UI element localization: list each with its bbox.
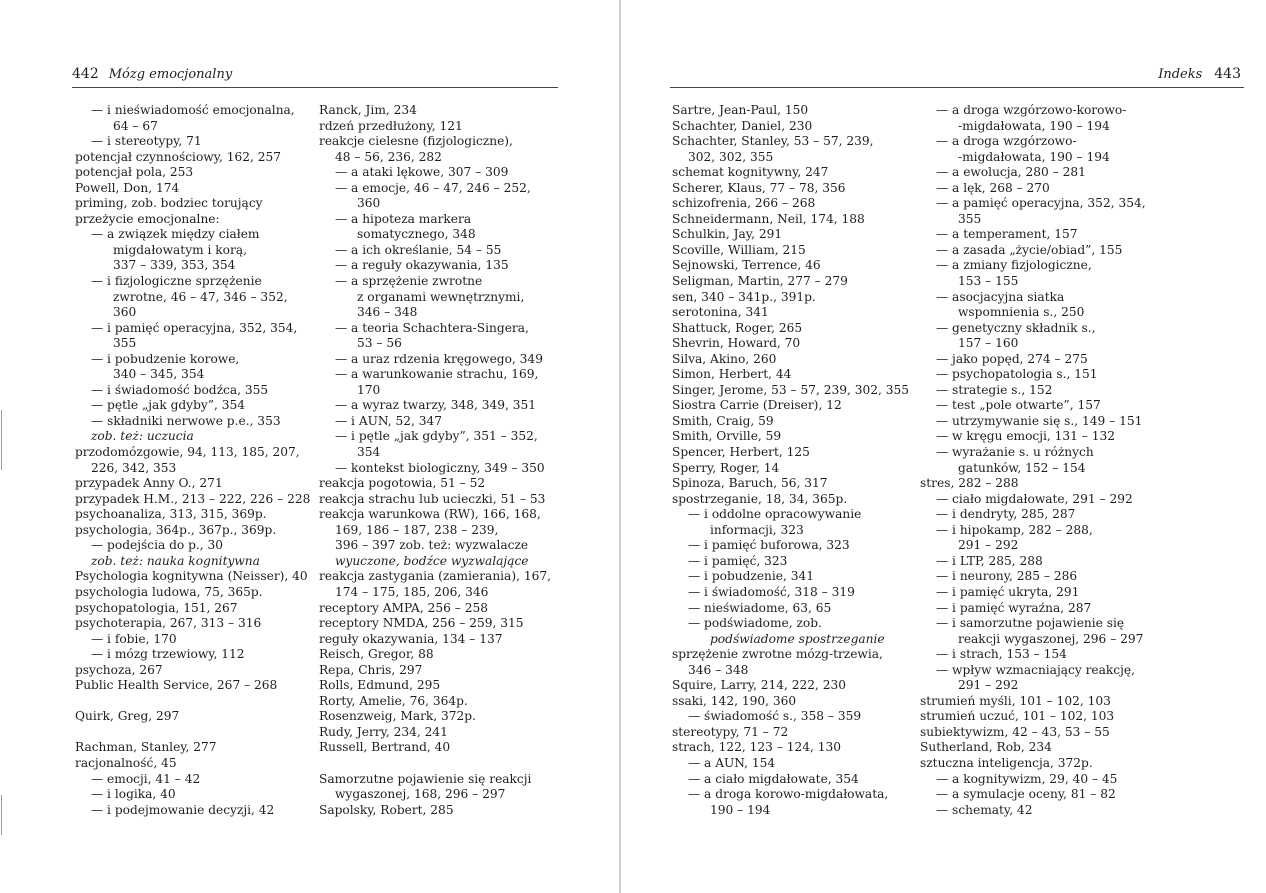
index-entry: — a hipoteza markera: [335, 211, 472, 226]
index-entry: psychoza, 267: [75, 662, 163, 677]
index-entry: wspomnienia s., 250: [958, 305, 1085, 320]
index-entry: — i hipokamp, 282 – 288,: [936, 522, 1093, 537]
index-entry: — i świadomość, 318 – 319: [688, 584, 855, 599]
index-entry: reakcji wygaszonej, 296 – 297: [958, 631, 1144, 646]
index-entry: 355: [113, 336, 137, 351]
index-entry: serotonina, 341: [672, 305, 769, 320]
index-entry: Scoville, William, 215: [672, 242, 806, 257]
index-entry: spostrzeganie, 18, 34, 365p.: [672, 491, 848, 506]
index-entry: gatunków, 152 – 154: [958, 460, 1086, 475]
index-entry: Public Health Service, 267 – 268: [75, 678, 278, 693]
index-entry: Psychologia kognitywna (Neisser), 40: [75, 569, 308, 584]
index-entry: — a warunkowanie strachu, 169,: [335, 367, 539, 382]
index-entry: sen, 340 – 341p., 391p.: [672, 289, 816, 304]
index-entry: reguły okazywania, 134 – 137: [319, 631, 503, 646]
index-entry: — i mózg trzewiowy, 112: [91, 647, 245, 662]
index-entry: 169, 186 – 187, 238 – 239,: [335, 522, 499, 537]
index-entry: — i logika, 40: [91, 787, 176, 802]
index-entry: — i fizjologiczne sprzężenie: [91, 274, 262, 289]
index-entry: podświadome spostrzeganie: [710, 631, 885, 646]
index-entry: reakcja pogotowia, 51 – 52: [319, 476, 486, 491]
index-entry: — a ciało migdałowate, 354: [688, 771, 859, 786]
index-entry: z organami wewnętrznymi,: [357, 289, 525, 304]
index-entry: 48 – 56, 236, 282: [335, 149, 442, 164]
index-entry: schizofrenia, 266 – 268: [672, 196, 816, 211]
index-entry: — i dendryty, 285, 287: [936, 507, 1076, 522]
index-entry: reakcje cielesne (fizjologiczne),: [319, 134, 513, 149]
index-entry: strumień uczuć, 101 – 102, 103: [920, 709, 1115, 724]
index-entry: — i stereotypy, 71: [91, 134, 202, 149]
index-entry: Powell, Don, 174: [75, 180, 180, 195]
index-entry: — podświadome, zob.: [688, 616, 822, 631]
index-entry: 153 – 155: [958, 274, 1019, 289]
index-entry: — a ich określanie, 54 – 55: [335, 242, 502, 257]
index-entry: — i podejmowanie decyzji, 42: [91, 802, 275, 817]
index-entry: psychologia ludowa, 75, 365p.: [75, 584, 263, 599]
index-entry: — i LTP, 285, 288: [936, 553, 1043, 568]
index-entry: Smith, Craig, 59: [672, 413, 774, 428]
index-entry: — genetyczny składnik s.,: [936, 320, 1096, 335]
index-entry: — i pobudzenie korowe,: [91, 351, 240, 366]
index-entry: strach, 122, 123 – 124, 130: [672, 740, 842, 755]
index-entry: — i pamięć operacyjna, 352, 354,: [91, 320, 298, 335]
index-entry: — a droga korowo-migdałowata,: [688, 787, 889, 802]
index-entry: — a ataki lękowe, 307 – 309: [335, 165, 509, 180]
index-column-right-2: [920, 103, 1146, 818]
index-entry: — i świadomość bodźca, 355: [91, 382, 269, 397]
letter-gap: [75, 725, 310, 741]
index-entry: Sutherland, Rob, 234: [920, 740, 1052, 755]
index-entry: — i neurony, 285 – 286: [936, 569, 1078, 584]
index-entry: — a związek między ciałem: [91, 227, 260, 242]
index-entry: 226, 342, 353: [91, 460, 177, 475]
index-entry: — a temperament, 157: [936, 227, 1078, 242]
index-entry: — a pamięć operacyjna, 352, 354,: [936, 196, 1146, 211]
index-entry: — a teoria Schachtera-Singera,: [335, 320, 529, 335]
index-entry: — psychopatologia s., 151: [936, 367, 1098, 382]
letter-gap: [75, 694, 310, 710]
index-entry: — wyrażanie s. u różnych: [936, 445, 1094, 460]
index-entry: receptory AMPA, 256 – 258: [319, 600, 488, 615]
index-entry: 360: [113, 305, 137, 320]
left-page: [0, 0, 618, 893]
index-entry: — a emocje, 46 – 47, 246 – 252,: [335, 180, 531, 195]
index-entry: strumień myśli, 101 – 102, 103: [920, 693, 1111, 708]
index-entry: Rudy, Jerry, 234, 241: [319, 724, 448, 739]
index-entry: — i pamięć ukryta, 291: [936, 584, 1080, 599]
index-entry: — podejścia do p., 30: [91, 538, 224, 553]
index-entry: — strategie s., 152: [936, 382, 1053, 397]
index-entry: — asocjacyjna siatka: [936, 289, 1065, 304]
index-entry: Rachman, Stanley, 277: [75, 740, 217, 755]
index-entry: 360: [357, 196, 381, 211]
index-entry: — świadomość s., 358 – 359: [688, 709, 862, 724]
index-entry: — a AUN, 154: [688, 755, 776, 770]
index-entry: 340 – 345, 354: [113, 367, 205, 382]
index-entry: — i pamięć wyraźna, 287: [936, 600, 1092, 615]
index-entry: Spinoza, Baruch, 56, 317: [672, 476, 828, 491]
index-entry: — test „pole otwarte”, 157: [936, 398, 1101, 413]
index-entry: 157 – 160: [958, 336, 1019, 351]
index-entry: racjonalność, 45: [75, 755, 177, 770]
index-entry: psychopatologia, 151, 267: [75, 600, 238, 615]
index-entry: schemat kognitywny, 247: [672, 165, 829, 180]
index-column-left-2: [319, 103, 551, 818]
index-entry: Quirk, Greg, 297: [75, 709, 180, 724]
index-entry: — a droga wzgórzowo-: [936, 134, 1077, 149]
index-entry: — a sprzężenie zwrotne: [335, 274, 483, 289]
index-entry: — nieświadome, 63, 65: [688, 600, 832, 615]
index-entry: 337 – 339, 353, 354: [113, 258, 236, 273]
book-spine: [619, 0, 621, 893]
index-entry: — i pętle „jak gdyby”, 351 – 352,: [335, 429, 538, 444]
index-entry: zwrotne, 46 – 47, 346 – 352,: [113, 289, 288, 304]
index-entry: zob. też: uczucia: [91, 429, 194, 444]
index-entry: reakcja strachu lub ucieczki, 51 – 53: [319, 491, 546, 506]
index-entry: 346 – 348: [357, 305, 418, 320]
index-entry: — a lęk, 268 – 270: [936, 180, 1050, 195]
index-entry: priming, zob. bodziec torujący: [75, 196, 263, 211]
index-entry: Rolls, Edmund, 295: [319, 678, 441, 693]
index-entry: 174 – 175, 185, 206, 346: [335, 584, 489, 599]
index-entry: Sperry, Roger, 14: [672, 460, 780, 475]
index-entry: — i strach, 153 – 154: [936, 647, 1067, 662]
index-entry: -migdałowata, 190 – 194: [958, 149, 1110, 164]
index-entry: przodomózgowie, 94, 113, 185, 207,: [75, 445, 300, 460]
index-entry: Schneidermann, Neil, 174, 188: [672, 211, 865, 226]
scan-edge-mark: [1, 795, 2, 835]
index-entry: Seligman, Martin, 277 – 279: [672, 274, 848, 289]
left-header-rule: [72, 87, 558, 88]
index-entry: 396 – 397 zob. też: wyzwalacze: [335, 538, 529, 553]
index-entry: potencjał pola, 253: [75, 165, 194, 180]
index-entry: psychoterapia, 267, 313 – 316: [75, 616, 262, 631]
index-entry: stres, 282 – 288: [920, 476, 1019, 491]
index-entry: Sartre, Jean-Paul, 150: [672, 103, 809, 117]
index-entry: 302, 302, 355: [688, 149, 774, 164]
index-entry: Ranck, Jim, 234: [319, 103, 417, 117]
index-column-left-1: [75, 103, 310, 818]
index-entry: Schulkin, Jay, 291: [672, 227, 783, 242]
index-entry: — jako popęd, 274 – 275: [936, 351, 1088, 366]
index-entry: — i pobudzenie, 341: [688, 569, 815, 584]
index-entry: Reisch, Gregor, 88: [319, 647, 434, 662]
index-column-right-1: [672, 103, 909, 818]
index-entry: wyuczone, bodźce wyzwalające: [335, 553, 529, 568]
index-entry: 291 – 292: [958, 538, 1019, 553]
index-entry: — a ewolucja, 280 – 281: [936, 165, 1086, 180]
index-entry: Scherer, Klaus, 77 – 78, 356: [672, 180, 846, 195]
left-page-header: [72, 66, 232, 82]
index-entry: — emocji, 41 – 42: [91, 771, 201, 786]
index-entry: — a wyraz twarzy, 348, 349, 351: [335, 398, 537, 413]
index-entry: — i AUN, 52, 347: [335, 413, 443, 428]
index-entry: Repa, Chris, 297: [319, 662, 423, 677]
index-entry: Sejnowski, Terrence, 46: [672, 258, 821, 273]
index-entry: — a zmiany fizjologiczne,: [936, 258, 1092, 273]
index-entry: subiektywizm, 42 – 43, 53 – 55: [920, 724, 1110, 739]
index-entry: — wpływ wzmacniający reakcję,: [936, 662, 1135, 677]
index-entry: — a reguły okazywania, 135: [335, 258, 509, 273]
index-entry: — a uraz rdzenia kręgowego, 349: [335, 351, 543, 366]
index-entry: — i pamięć, 323: [688, 553, 788, 568]
index-entry: reakcja warunkowa (RW), 166, 168,: [319, 507, 541, 522]
index-entry: przeżycie emocjonalne:: [75, 211, 220, 226]
index-entry: — a droga wzgórzowo-korowo-: [936, 103, 1127, 117]
index-entry: Simon, Herbert, 44: [672, 367, 792, 382]
right-page: [622, 0, 1266, 893]
left-running-title: Mózg emocjonalny: [108, 67, 233, 82]
index-entry: — schematy, 42: [936, 802, 1033, 817]
index-entry: — w kręgu emocji, 131 – 132: [936, 429, 1116, 444]
index-entry: Rosenzweig, Mark, 372p.: [319, 709, 476, 724]
index-entry: — składniki nerwowe p.e., 353: [91, 413, 281, 428]
index-entry: Smith, Orville, 59: [672, 429, 782, 444]
index-entry: — i samorzutne pojawienie się: [936, 616, 1125, 631]
index-entry: stereotypy, 71 – 72: [672, 724, 789, 739]
index-entry: — i oddolne opracowywanie: [688, 507, 862, 522]
index-entry: Singer, Jerome, 53 – 57, 239, 302, 355: [672, 382, 910, 397]
index-entry: przypadek H.M., 213 – 222, 226 – 228: [75, 491, 311, 506]
index-entry: 291 – 292: [958, 678, 1019, 693]
index-entry: Silva, Akino, 260: [672, 351, 777, 366]
index-entry: informacji, 323: [710, 522, 804, 537]
index-entry: Sapolsky, Robert, 285: [319, 802, 454, 817]
index-entry: 354: [357, 445, 381, 460]
index-entry: zob. też: nauka kognitywna: [91, 553, 260, 568]
index-entry: Russell, Bertrand, 40: [319, 740, 451, 755]
index-entry: przypadek Anny O., 271: [75, 476, 223, 491]
index-entry: Shattuck, Roger, 265: [672, 320, 803, 335]
index-entry: 53 – 56: [357, 336, 402, 351]
index-entry: — utrzymywanie się s., 149 – 151: [936, 413, 1143, 428]
index-entry: — i pamięć buforowa, 323: [688, 538, 850, 553]
index-entry: Siostra Carrie (Dreiser), 12: [672, 398, 842, 413]
index-entry: 190 – 194: [710, 802, 771, 817]
index-entry: 170: [357, 382, 381, 397]
index-entry: psychologia, 364p., 367p., 369p.: [75, 522, 277, 537]
left-page-number: 442: [72, 66, 99, 82]
index-entry: — a kognitywizm, 29, 40 – 45: [936, 771, 1118, 786]
right-running-title: Indeks: [1158, 67, 1203, 82]
index-entry: Shevrin, Howard, 70: [672, 336, 801, 351]
index-entry: psychoanaliza, 313, 315, 369p.: [75, 507, 267, 522]
index-entry: 346 – 348: [688, 662, 749, 677]
index-entry: — a symulacje oceny, 81 – 82: [936, 787, 1116, 802]
index-entry: Samorzutne pojawienie się reakcji: [319, 771, 532, 786]
index-entry: — pętle „jak gdyby”, 354: [91, 398, 245, 413]
index-entry: wygaszonej, 168, 296 – 297: [335, 787, 506, 802]
right-page-header: [1158, 66, 1241, 82]
index-entry: Rorty, Amelie, 76, 364p.: [319, 693, 468, 708]
index-entry: — i fobie, 170: [91, 631, 177, 646]
index-entry: — kontekst biologiczny, 349 – 350: [335, 460, 545, 475]
index-entry: -migdałowata, 190 – 194: [958, 118, 1110, 133]
index-entry: somatycznego, 348: [357, 227, 476, 242]
index-entry: reakcja zastygania (zamierania), 167,: [319, 569, 551, 584]
index-entry: — a zasada „życie/obiad”, 155: [936, 242, 1123, 257]
index-entry: 64 – 67: [113, 118, 158, 133]
index-entry: Squire, Larry, 214, 222, 230: [672, 678, 846, 693]
index-entry: 355: [958, 211, 982, 226]
index-entry: Schachter, Stanley, 53 – 57, 239,: [672, 134, 874, 149]
index-entry: ssaki, 142, 190, 360: [672, 693, 797, 708]
index-entry: sprzężenie zwrotne mózg-trzewia,: [672, 647, 883, 662]
right-header-rule: [670, 87, 1244, 88]
index-entry: — ciało migdałowate, 291 – 292: [936, 491, 1133, 506]
scan-edge-mark: [1, 410, 2, 470]
right-page-number: 443: [1214, 66, 1241, 82]
letter-gap: [319, 756, 551, 772]
index-entry: sztuczna inteligencja, 372p.: [920, 755, 1093, 770]
index-entry: Schachter, Daniel, 230: [672, 118, 813, 133]
index-entry: migdałowatym i korą,: [113, 242, 247, 257]
index-entry: potencjał czynnościowy, 162, 257: [75, 149, 281, 164]
index-entry: Spencer, Herbert, 125: [672, 445, 810, 460]
index-entry: — i nieświadomość emocjonalna,: [91, 103, 295, 117]
index-entry: rdzeń przedłużony, 121: [319, 118, 463, 133]
index-entry: receptory NMDA, 256 – 259, 315: [319, 616, 524, 631]
